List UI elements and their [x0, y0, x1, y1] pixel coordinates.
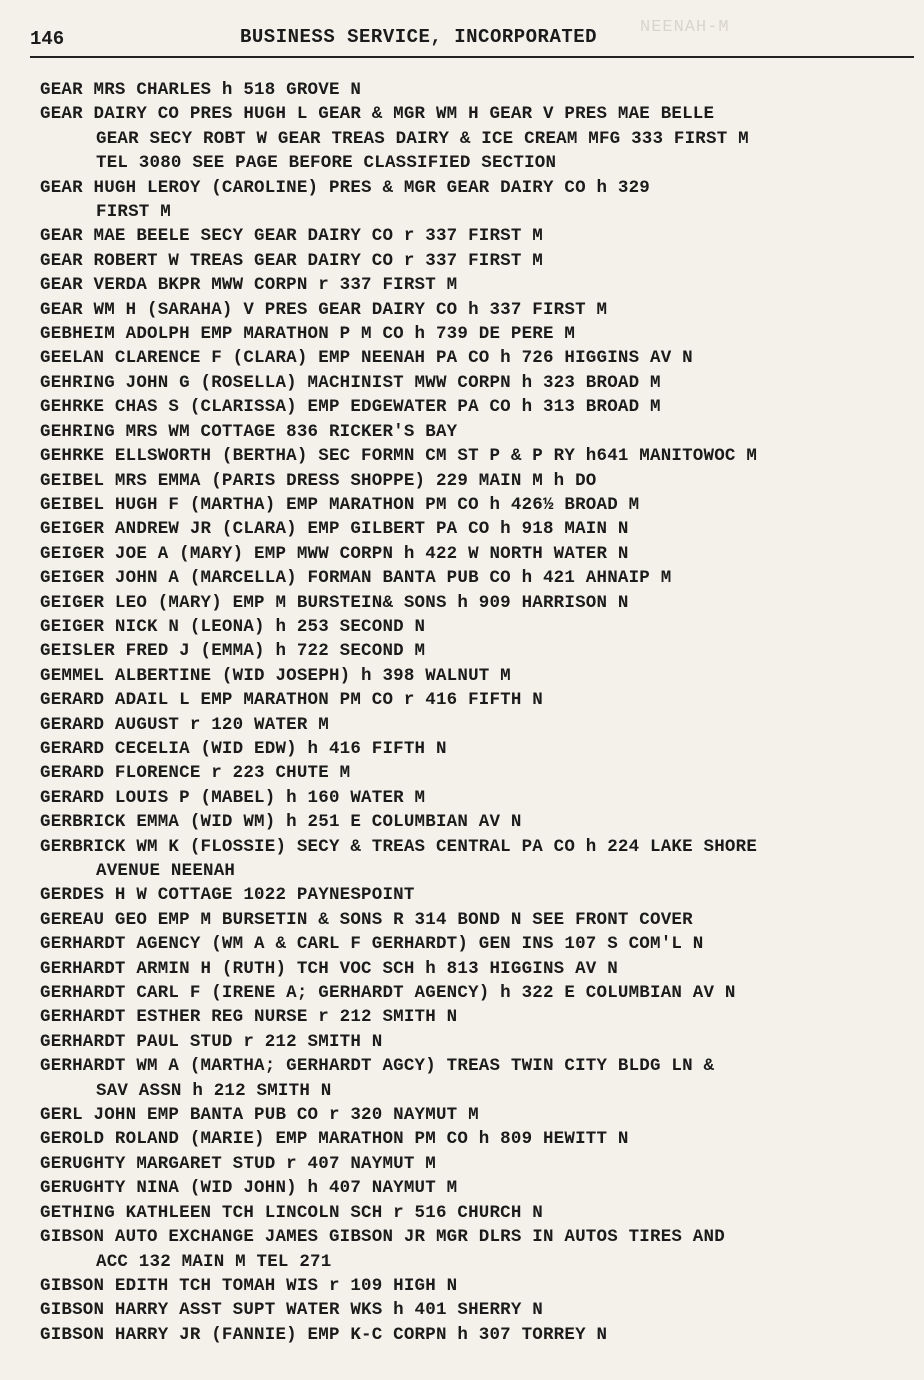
directory-entry: GEAR MAE BEELE SECY GEAR DAIRY CO r 337 FIRST M [40, 226, 543, 247]
bleed-through-text: NEENAH-M [640, 18, 730, 37]
directory-entry: GIBSON EDITH TCH TOMAH WIS r 109 HIGH N [40, 1275, 458, 1296]
directory-entry: GERHARDT ARMIN H (RUTH) TCH VOC SCH h 813 HIGGINS AV N [40, 958, 618, 979]
directory-entry: GEAR WM H (SARAHA) V PRES GEAR DAIRY CO h 337 FIRST M [40, 299, 608, 320]
directory-entry: GIBSON AUTO EXCHANGE JAMES GIBSON JR MGR DLRS IN AUTOS TIRES AND [40, 1227, 725, 1248]
directory-entry: GERARD LOUIS P (MABEL) h 160 WATER M [40, 787, 426, 808]
entry-continuation: GEAR SECY ROBT W GEAR TREAS DAIRY & ICE CREAM MFG 333 FIRST M [96, 128, 749, 149]
directory-entry: GERARD AUGUST r 120 WATER M [40, 714, 329, 735]
directory-entry: GEIGER NICK N (LEONA) h 253 SECOND N [40, 616, 426, 637]
entry-continuation: ACC 132 MAIN M TEL 271 [96, 1251, 332, 1272]
directory-entry: GERUGHTY NINA (WID JOHN) h 407 NAYMUT M [40, 1178, 458, 1199]
directory-entries [40, 78, 916, 1347]
directory-entry: GERDES H W COTTAGE 1022 PAYNESPOINT [40, 885, 415, 906]
running-head: BUSINESS SERVICE, INCORPORATED [240, 26, 598, 48]
directory-entry: GEAR MRS CHARLES h 518 GROVE N [40, 80, 362, 100]
directory-entry: GEAR HUGH LEROY (CAROLINE) PRES & MGR GEAR DAIRY CO h 329 [40, 177, 650, 198]
directory-entry: GEHRING JOHN G (ROSELLA) MACHINIST MWW CORPN h 323 BROAD M [40, 372, 661, 393]
directory-entry: GEAR DAIRY CO PRES HUGH L GEAR & MGR WM H GEAR V PRES MAE BELLE [40, 104, 715, 125]
directory-entry: GEIBEL MRS EMMA (PARIS DRESS SHOPPE) 229 MAIN M h DO [40, 470, 597, 491]
directory-entry: GERL JOHN EMP BANTA PUB CO r 320 NAYMUT M [40, 1105, 479, 1126]
entry-continuation: AVENUE NEENAH [96, 861, 236, 881]
directory-entry: GIBSON HARRY ASST SUPT WATER WKS h 401 SHERRY N [40, 1300, 543, 1321]
directory-entry: GEISLER FRED J (EMMA) h 722 SECOND M [40, 641, 426, 662]
directory-entry: GERUGHTY MARGARET STUD r 407 NAYMUT M [40, 1153, 436, 1174]
directory-entry: GERHARDT CARL F (IRENE A; GERHARDT AGENCY) h 322 E COLUMBIAN AV N [40, 983, 736, 1004]
directory-entry: GEAR VERDA BKPR MWW CORPN r 337 FIRST M [40, 275, 458, 296]
directory-entry: GEIGER JOHN A (MARCELLA) FORMAN BANTA PUB CO h 421 AHNAIP M [40, 568, 672, 589]
directory-entry: GERBRICK WM K (FLOSSIE) SECY & TREAS CENTRAL PA CO h 224 LAKE SHORE [40, 836, 758, 857]
directory-entry: GEHRING MRS WM COTTAGE 836 RICKER'S BAY [40, 421, 458, 442]
directory-entry: GEELAN CLARENCE F (CLARA) EMP NEENAH PA CO h 726 HIGGINS AV N [40, 348, 693, 369]
entry-continuation: TEL 3080 SEE PAGE BEFORE CLASSIFIED SECTION [96, 153, 557, 174]
directory-entry: GEIGER ANDREW JR (CLARA) EMP GILBERT PA CO h 918 MAIN N [40, 519, 629, 540]
directory-entry: GERBRICK EMMA (WID WM) h 251 E COLUMBIAN AV N [40, 812, 522, 833]
directory-entry: GEHRKE ELLSWORTH (BERTHA) SEC FORMN CM ST P & P RY h641 MANITOWOC M [40, 446, 758, 467]
page-header [30, 26, 914, 58]
directory-entry: GERHARDT PAUL STUD r 212 SMITH N [40, 1031, 383, 1052]
directory-entry: GIBSON HARRY JR (FANNIE) EMP K-C CORPN h 307 TORREY N [40, 1324, 608, 1345]
directory-entry: GEAR ROBERT W TREAS GEAR DAIRY CO r 337 FIRST M [40, 250, 543, 271]
directory-entry: GERHARDT ESTHER REG NURSE r 212 SMITH N [40, 1007, 458, 1028]
entry-continuation: FIRST M [96, 202, 171, 223]
directory-entry: GERARD ADAIL L EMP MARATHON PM CO r 416 FIFTH N [40, 690, 543, 711]
directory-entry: GEIGER JOE A (MARY) EMP MWW CORPN h 422 W NORTH WATER N [40, 543, 629, 564]
directory-entry: GERARD FLORENCE r 223 CHUTE M [40, 763, 351, 784]
directory-entry: GEIGER LEO (MARY) EMP M BURSTEIN& SONS h 909 HARRISON N [40, 592, 629, 613]
directory-entry: GERHARDT WM A (MARTHA; GERHARDT AGCY) TREAS TWIN CITY BLDG LN & [40, 1056, 715, 1077]
directory-entry: GEMMEL ALBERTINE (WID JOSEPH) h 398 WALNUT M [40, 665, 511, 686]
directory-entry: GEREAU GEO EMP M BURSETIN & SONS R 314 BOND N SEE FRONT COVER [40, 909, 693, 930]
directory-entry: GEHRKE CHAS S (CLARISSA) EMP EDGEWATER PA CO h 313 BROAD M [40, 397, 661, 418]
page-number: 146 [30, 28, 65, 50]
directory-entry: GEBHEIM ADOLPH EMP MARATHON P M CO h 739 DE PERE M [40, 324, 576, 345]
directory-entry: GERHARDT AGENCY (WM A & CARL F GERHARDT) GEN INS 107 S COM'L N [40, 934, 704, 955]
directory-entry: GEIBEL HUGH F (MARTHA) EMP MARATHON PM CO h 426½ BROAD M [40, 494, 640, 515]
directory-entry: GERARD CECELIA (WID EDW) h 416 FIFTH N [40, 738, 447, 759]
entry-continuation: SAV ASSN h 212 SMITH N [96, 1080, 332, 1101]
directory-entry: GETHING KATHLEEN TCH LINCOLN SCH r 516 CHURCH N [40, 1202, 543, 1223]
directory-entry: GEROLD ROLAND (MARIE) EMP MARATHON PM CO h 809 HEWITT N [40, 1129, 629, 1150]
